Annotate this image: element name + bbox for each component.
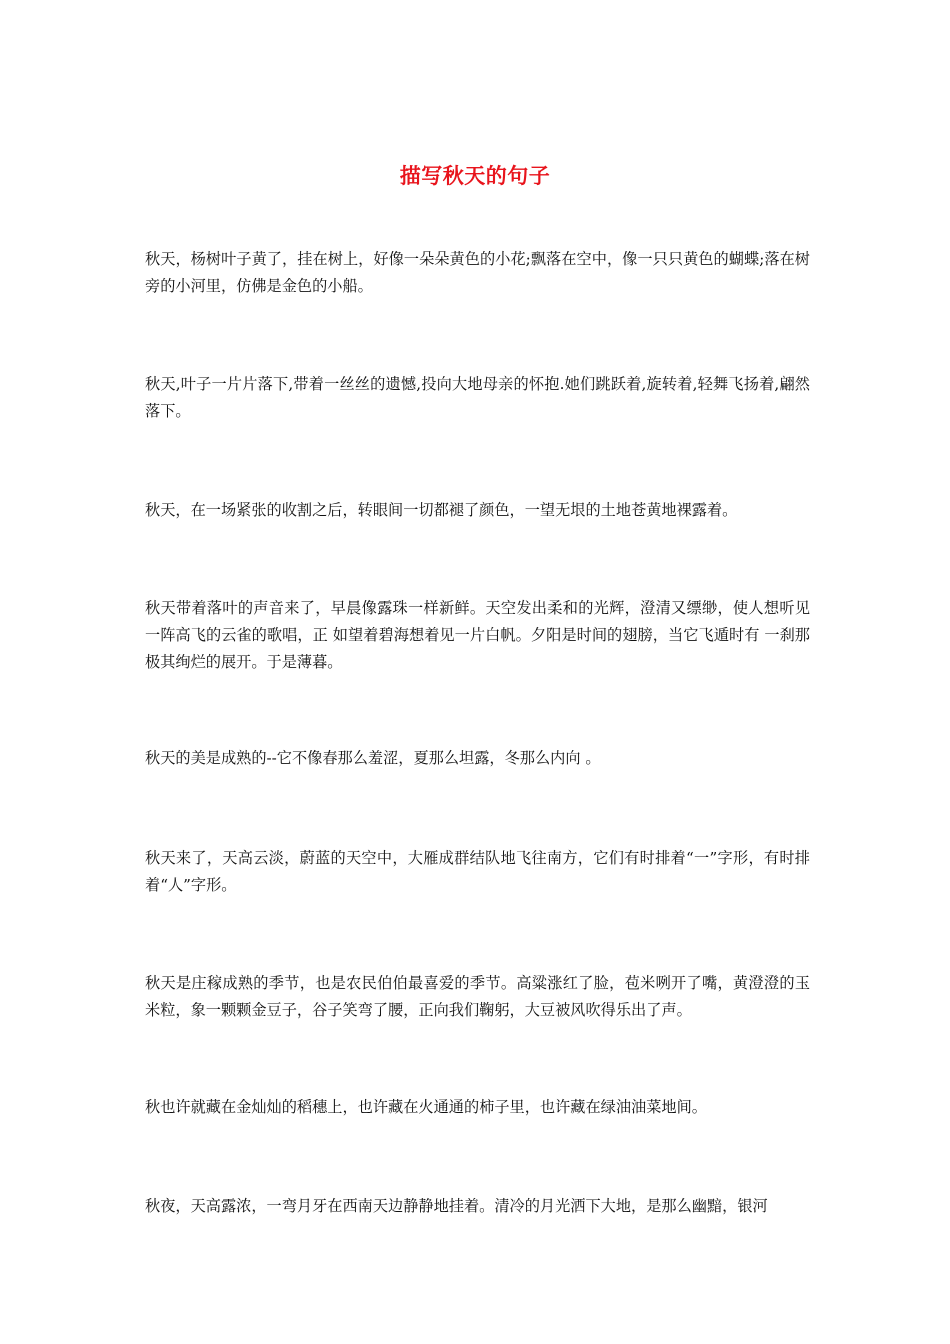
paragraph-8: 秋也许就藏在金灿灿的稻穗上，也许藏在火通通的柿子里，也许藏在绿油油菜地间。 (145, 1098, 707, 1116)
paragraph-6: 秋天来了，天高云淡，蔚蓝的天空中，大雁成群结队地飞往南方，它们有时排着“一”字形，有时排着“人”字形。 (145, 849, 810, 894)
paragraph-7: 秋天是庄稼成熟的季节，也是农民伯伯最喜爱的季节。高粱涨红了脸，苞米咧开了嘴，黄澄澄的玉米粒，象一颗颗金豆子，谷子笑弯了腰，正向我们鞠躬，大豆被风吹得乐出了声。 (145, 974, 810, 1019)
paragraph-2: 秋天,叶子一片片落下,带着一丝丝的遗憾,投向大地母亲的怀抱.她们跳跃着,旋转着,轻舞飞扬着,翩然落下。 (145, 375, 810, 420)
paragraph-1: 秋天，杨树叶子黄了，挂在树上，好像一朵朵黄色的小花;飘落在空中，像一只只黄色的蝴蝶;落在树旁的小河里，仿佛是金色的小船。 (145, 250, 810, 295)
paragraph-3: 秋天，在一场紧张的收割之后，转眼间一切都褪了颜色，一望无垠的土地苍黄地裸露着。 (145, 501, 738, 519)
paragraph-9: 秋夜，天高露浓，一弯月牙在西南天边静静地挂着。清冷的月光洒下大地，是那么幽黯，银河 (145, 1197, 768, 1215)
page-title: 描写秋天的句子 (399, 163, 551, 189)
paragraph-5: 秋天的美是成熟的--它不像春那么羞涩，夏那么坦露，冬那么内向 。 (145, 749, 601, 767)
paragraph-4: 秋天带着落叶的声音来了，早晨像露珠一样新鲜。天空发出柔和的光辉，澄清又缥缈，使人想听见一阵高飞的云雀的歌唱，正 如望着碧海想着见一片白帆。夕阳是时间的翅膀，当它飞遁时有 一刹那极其绚烂的展开。于是薄暮。 (145, 599, 810, 671)
